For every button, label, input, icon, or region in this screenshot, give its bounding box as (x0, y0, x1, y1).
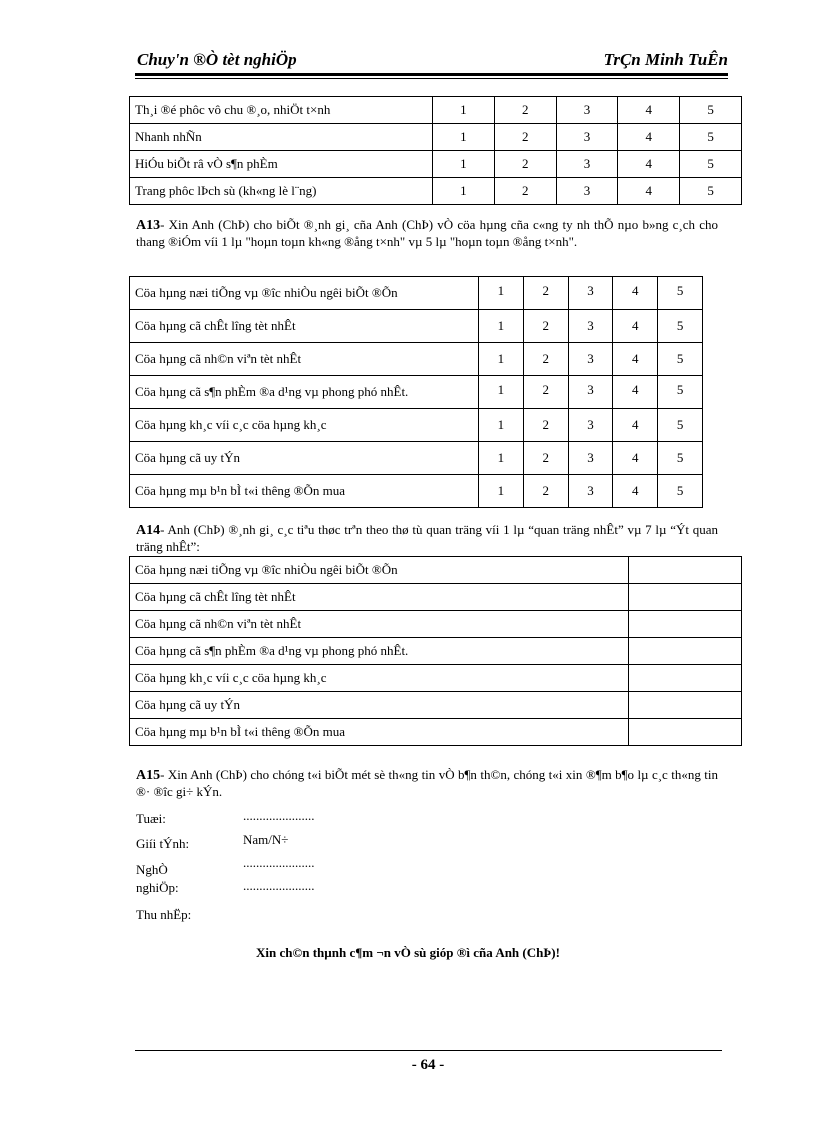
scale-cell: 3 (568, 376, 613, 409)
rating-table-staff (129, 96, 742, 205)
table-row (130, 343, 703, 376)
scale-cell: 1 (479, 409, 524, 442)
table-cell-label: Cöa hµng mµ b¹n bÌ t«i thêng ®Õn mua (130, 719, 629, 746)
scale-cell: 1 (433, 178, 495, 205)
rank-input-cell[interactable] (629, 584, 742, 611)
scale-cell: 1 (479, 376, 524, 409)
scale-cell: 2 (494, 151, 556, 178)
footer-rule (135, 1050, 722, 1051)
income-label: Thu nhËp: (136, 907, 192, 922)
question-a15 (136, 767, 718, 800)
table-cell-label: Cöa hµng cã uy tÝn (130, 442, 479, 475)
scale-cell: 2 (523, 442, 568, 475)
table-row (130, 719, 742, 746)
question-a13 (136, 217, 718, 250)
table-cell-label: Cöa hµng kh¸c víi c¸c cöa hµng kh¸c (130, 665, 629, 692)
scale-cell: 1 (479, 475, 524, 508)
job-field[interactable]: ...................... (243, 855, 315, 870)
header-rule-thin (135, 78, 728, 79)
rank-input-cell[interactable] (629, 692, 742, 719)
table-cell-label: Cöa hµng cã s¶n phÈm ®a d¹ng vµ phong phó nhÊt. (130, 638, 629, 665)
scale-cell: 3 (556, 178, 618, 205)
scale-cell: 5 (680, 97, 742, 124)
table-row (130, 409, 703, 442)
scale-cell: 4 (618, 124, 680, 151)
table-cell-label: Cöa hµng cã nh©n viªn tèt nhÊt (130, 343, 479, 376)
table-cell-label: Cöa hµng næi tiÕng vµ ®îc nhiÒu ngêi biÕt ®Õn (130, 557, 629, 584)
scale-cell: 4 (613, 376, 658, 409)
scale-cell: 5 (680, 178, 742, 205)
scale-cell: 4 (613, 277, 658, 310)
rating-table-store (129, 276, 703, 508)
scale-cell: 3 (556, 124, 618, 151)
table-row (130, 277, 703, 310)
scale-cell: 1 (433, 124, 495, 151)
scale-cell: 2 (523, 310, 568, 343)
scale-cell: 2 (494, 178, 556, 205)
table-row (130, 310, 703, 343)
table-cell-label: Nhanh nhÑn (130, 124, 433, 151)
scale-cell: 1 (479, 343, 524, 376)
scale-cell: 2 (523, 409, 568, 442)
rank-input-cell[interactable] (629, 719, 742, 746)
scale-cell: 3 (568, 277, 613, 310)
table-row (130, 442, 703, 475)
scale-cell: 2 (494, 124, 556, 151)
scale-cell: 5 (658, 442, 703, 475)
scale-cell: 3 (568, 442, 613, 475)
question-number: A14 (136, 523, 161, 538)
scale-cell: 2 (494, 97, 556, 124)
question-a14 (136, 522, 718, 555)
table-row (130, 97, 742, 124)
scale-cell: 2 (523, 376, 568, 409)
scale-cell: 4 (613, 442, 658, 475)
job-field-continued[interactable]: ...................... (243, 878, 315, 893)
scale-cell: 3 (568, 310, 613, 343)
question-text: - Xin Anh (ChÞ) cho biÕt ®¸nh gi¸ cña Anh (ChÞ) vÒ cöa hµng cña c«ng ty nh thÕ nµo b»ng c¸ch cho thang ®iÓm víi 1 lµ "hoµn toµn kh«ng ®ång t×nh" vµ 5 lµ "hoµn toµn ®ång t×nh". (136, 217, 718, 249)
question-number: A15 (136, 768, 161, 783)
table-cell-label: Cöa hµng cã chÊt lîng tèt nhÊt (130, 310, 479, 343)
header-rule-thick (135, 73, 728, 76)
question-number: A13 (136, 218, 161, 233)
rank-input-cell[interactable] (629, 638, 742, 665)
table-cell-label: Cöa hµng mµ b¹n bÌ t«i thêng ®Õn mua (130, 475, 479, 508)
scale-cell: 5 (658, 409, 703, 442)
scale-cell: 1 (433, 151, 495, 178)
scale-cell: 2 (523, 475, 568, 508)
table-cell-label: Cöa hµng cã uy tÝn (130, 692, 629, 719)
table-cell-label: Cöa hµng cã chÊt lîng tèt nhÊt (130, 584, 629, 611)
age-label: Tuæi: (136, 811, 166, 826)
table-row (130, 376, 703, 409)
table-cell-label: Cöa hµng cã nh©n viªn tèt nhÊt (130, 611, 629, 638)
rank-input-cell[interactable] (629, 665, 742, 692)
scale-cell: 1 (433, 97, 495, 124)
scale-cell: 1 (479, 310, 524, 343)
scale-cell: 1 (479, 277, 524, 310)
scale-cell: 5 (658, 277, 703, 310)
scale-cell: 4 (618, 97, 680, 124)
scale-cell: 5 (680, 151, 742, 178)
scale-cell: 3 (568, 343, 613, 376)
scale-cell: 2 (523, 277, 568, 310)
table-row (130, 638, 742, 665)
scale-cell: 3 (556, 97, 618, 124)
table-row (130, 665, 742, 692)
scale-cell: 5 (658, 310, 703, 343)
table-cell-label: Th¸i ®é phôc vô chu ®¸o, nhiÖt t×nh (130, 97, 433, 124)
table-cell-label: Trang phôc lÞch sù (kh«ng lè l¨ng) (130, 178, 433, 205)
header-left-title: Chuy'n ®Ò tèt nghiÖp (137, 50, 297, 69)
table-cell-label: Cöa hµng kh¸c víi c¸c cöa hµng kh¸c (130, 409, 479, 442)
scale-cell: 4 (613, 409, 658, 442)
scale-cell: 2 (523, 343, 568, 376)
scale-cell: 3 (568, 475, 613, 508)
scale-cell: 1 (479, 442, 524, 475)
rank-input-cell[interactable] (629, 557, 742, 584)
table-row (130, 178, 742, 205)
scale-cell: 4 (613, 310, 658, 343)
scale-cell: 3 (568, 409, 613, 442)
ranking-table (129, 556, 742, 746)
question-text: - Anh (ChÞ) ®¸nh gi¸ c¸c tiªu thøc trªn theo thø tù quan träng víi 1 lµ “quan träng nhÊt” vµ 7 lµ “Ýt quan träng nhÊt”: (136, 522, 718, 554)
table-row (130, 151, 742, 178)
table-row (130, 692, 742, 719)
table-cell-label: HiÓu biÕt râ vÒ s¶n phÈm (130, 151, 433, 178)
rank-input-cell[interactable] (629, 611, 742, 638)
scale-cell: 5 (680, 124, 742, 151)
scale-cell: 4 (618, 151, 680, 178)
job-label: NghÒ (136, 862, 168, 877)
gender-label: Giíi tÝnh: (136, 836, 190, 851)
table-cell-label: Cöa hµng cã s¶n phÈm ®a d¹ng vµ phong phó nhÊt. (130, 376, 479, 409)
scale-cell: 5 (658, 343, 703, 376)
table-row (130, 124, 742, 151)
scale-cell: 4 (613, 343, 658, 376)
table-row (130, 611, 742, 638)
question-text: - Xin Anh (ChÞ) cho chóng t«i biÕt mét sè th«ng tin vÒ b¶n th©n, chóng t«i xin ®¶m b¶o lµ c¸c th«ng tin ®· ®îc gi÷ kÝn. (136, 767, 718, 799)
job-label-continued: nghiÖp: (136, 880, 179, 895)
table-cell-label: Cöa hµng næi tiÕng vµ ®îc nhiÒu ngêi biÕt ®Õn (130, 277, 479, 310)
scale-cell: 4 (613, 475, 658, 508)
thank-you-note: Xin ch©n thµnh c¶m ¬n vÒ sù gióp ®ì cña Anh (ChÞ)! (256, 945, 560, 960)
scale-cell: 4 (618, 178, 680, 205)
age-field[interactable]: ...................... (243, 808, 315, 823)
table-row (130, 584, 742, 611)
table-row (130, 475, 703, 508)
scale-cell: 3 (556, 151, 618, 178)
scale-cell: 5 (658, 376, 703, 409)
table-row (130, 557, 742, 584)
header-right-author: TrÇn Minh TuÊn (603, 50, 728, 69)
page-number: - 64 - (411, 1057, 445, 1073)
scale-cell: 5 (658, 475, 703, 508)
gender-options[interactable]: Nam/N÷ (243, 832, 289, 847)
